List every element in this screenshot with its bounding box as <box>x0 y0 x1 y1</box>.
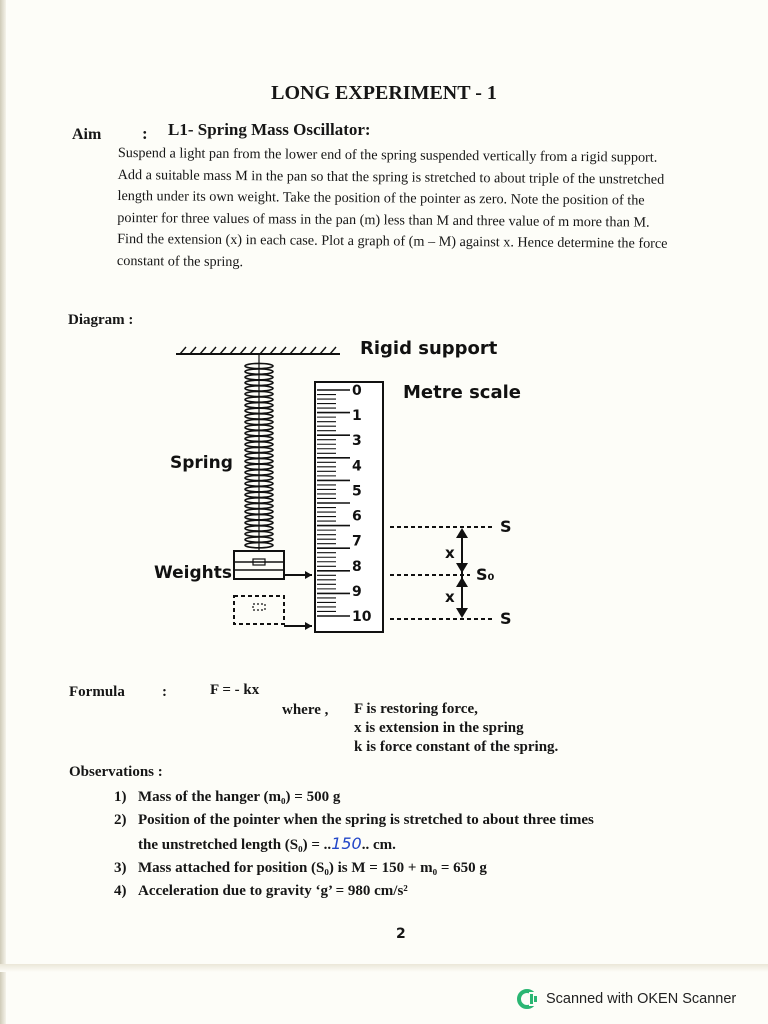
observation-item <box>114 786 594 809</box>
definition-extension: x is extension in the spring <box>354 720 524 736</box>
scale-number-1: 1 <box>352 408 362 425</box>
aim-label: Aim <box>72 126 102 143</box>
aim-line: constant of the spring. <box>116 252 244 271</box>
observation-number: 4) <box>114 883 127 899</box>
observation-item <box>114 880 594 903</box>
s-label-upper: S <box>500 517 512 536</box>
observations-label: Observations : <box>69 764 163 780</box>
scale-number-8: 8 <box>352 558 362 575</box>
scale-number-3: 3 <box>352 433 362 450</box>
rigid-support-label: Rigid support <box>360 338 498 359</box>
scanner-footer <box>516 988 736 1010</box>
scale-number-4: 4 <box>352 458 362 475</box>
page-title: LONG EXPERIMENT - 1 <box>271 82 497 104</box>
aim-line: Suspend a light pan from the lower end of the spring suspended vertically from a rigid support. <box>117 144 658 166</box>
where-label: where , <box>282 702 329 718</box>
formula-definitions <box>354 700 558 757</box>
s0-label: S₀ <box>476 565 495 584</box>
page-bottom-edge <box>0 964 768 972</box>
observation-item <box>114 809 594 832</box>
handwritten-value: 150 <box>331 834 362 853</box>
formula-expression: F = - kx <box>210 682 260 698</box>
observation-text: Acceleration due to gravity ‘g’ = 980 cm/s² <box>138 883 408 899</box>
observation-text-cont: the unstretched length (S₀) = .. <box>138 837 332 853</box>
aim-line: pointer for three values of mass in the pan (m) less than M and three value of m more than M. <box>117 209 650 231</box>
aim-line: length under its own weight. Take the position of the pointer as zero. Note the position of the <box>117 188 645 209</box>
aim-paragraph <box>117 143 738 278</box>
s-label-lower: S <box>500 609 512 628</box>
formula-colon: : <box>162 684 167 700</box>
observation-text-unit: .. cm. <box>361 837 396 853</box>
spring-mass-diagram <box>140 330 560 640</box>
x-label-lower: x <box>445 588 455 606</box>
x-label-upper: x <box>445 544 455 562</box>
scale-number-10: 10 <box>352 609 372 625</box>
definition-force: F is restoring force, <box>354 701 478 717</box>
page-number: 2 <box>396 926 406 942</box>
observation-text: Mass attached for position (S₀) is M = 150 + m₀ = 650 g <box>138 860 487 876</box>
spring <box>245 354 273 551</box>
scale-number-7: 7 <box>352 533 362 550</box>
observation-number: 3) <box>114 860 127 876</box>
scanner-text: Scanned with OKEN Scanner <box>546 991 737 1007</box>
observation-text: Position of the pointer when the spring is stretched to about three times <box>138 812 594 828</box>
rigid-support-hatching <box>180 347 336 354</box>
formula-label: Formula <box>69 684 125 700</box>
scale-number-9: 9 <box>352 583 362 600</box>
metre-scale-label: Metre scale <box>403 382 521 403</box>
aim-heading: L1- Spring Mass Oscillator: <box>168 120 371 139</box>
aim-line: Find the extension (x) in each case. Plot a graph of (m – M) against x. Hence determine the force <box>117 231 668 253</box>
observation-continuation <box>114 832 594 857</box>
observation-text: Mass of the hanger (m₀) = 500 g <box>138 789 341 805</box>
oken-scanner-logo-icon <box>516 988 538 1010</box>
observations-list <box>114 786 594 903</box>
spring-label: Spring <box>170 453 233 473</box>
page-left-edge <box>0 0 6 1024</box>
aim-colon: : <box>142 124 148 143</box>
scale-number-0: 0 <box>352 383 362 399</box>
observation-number: 1) <box>114 789 127 805</box>
scale-number-6: 6 <box>352 508 362 525</box>
definition-force-constant: k is force constant of the spring. <box>354 739 559 755</box>
diagram-label: Diagram : <box>68 312 134 328</box>
weights-label: Weights <box>154 563 233 583</box>
aim-line: Add a suitable mass M in the pan so that the spring is stretched to about triple of the unstretched <box>117 166 665 188</box>
scale-number-5: 5 <box>352 483 362 500</box>
observation-number: 2) <box>114 812 127 828</box>
observation-item <box>114 857 594 880</box>
